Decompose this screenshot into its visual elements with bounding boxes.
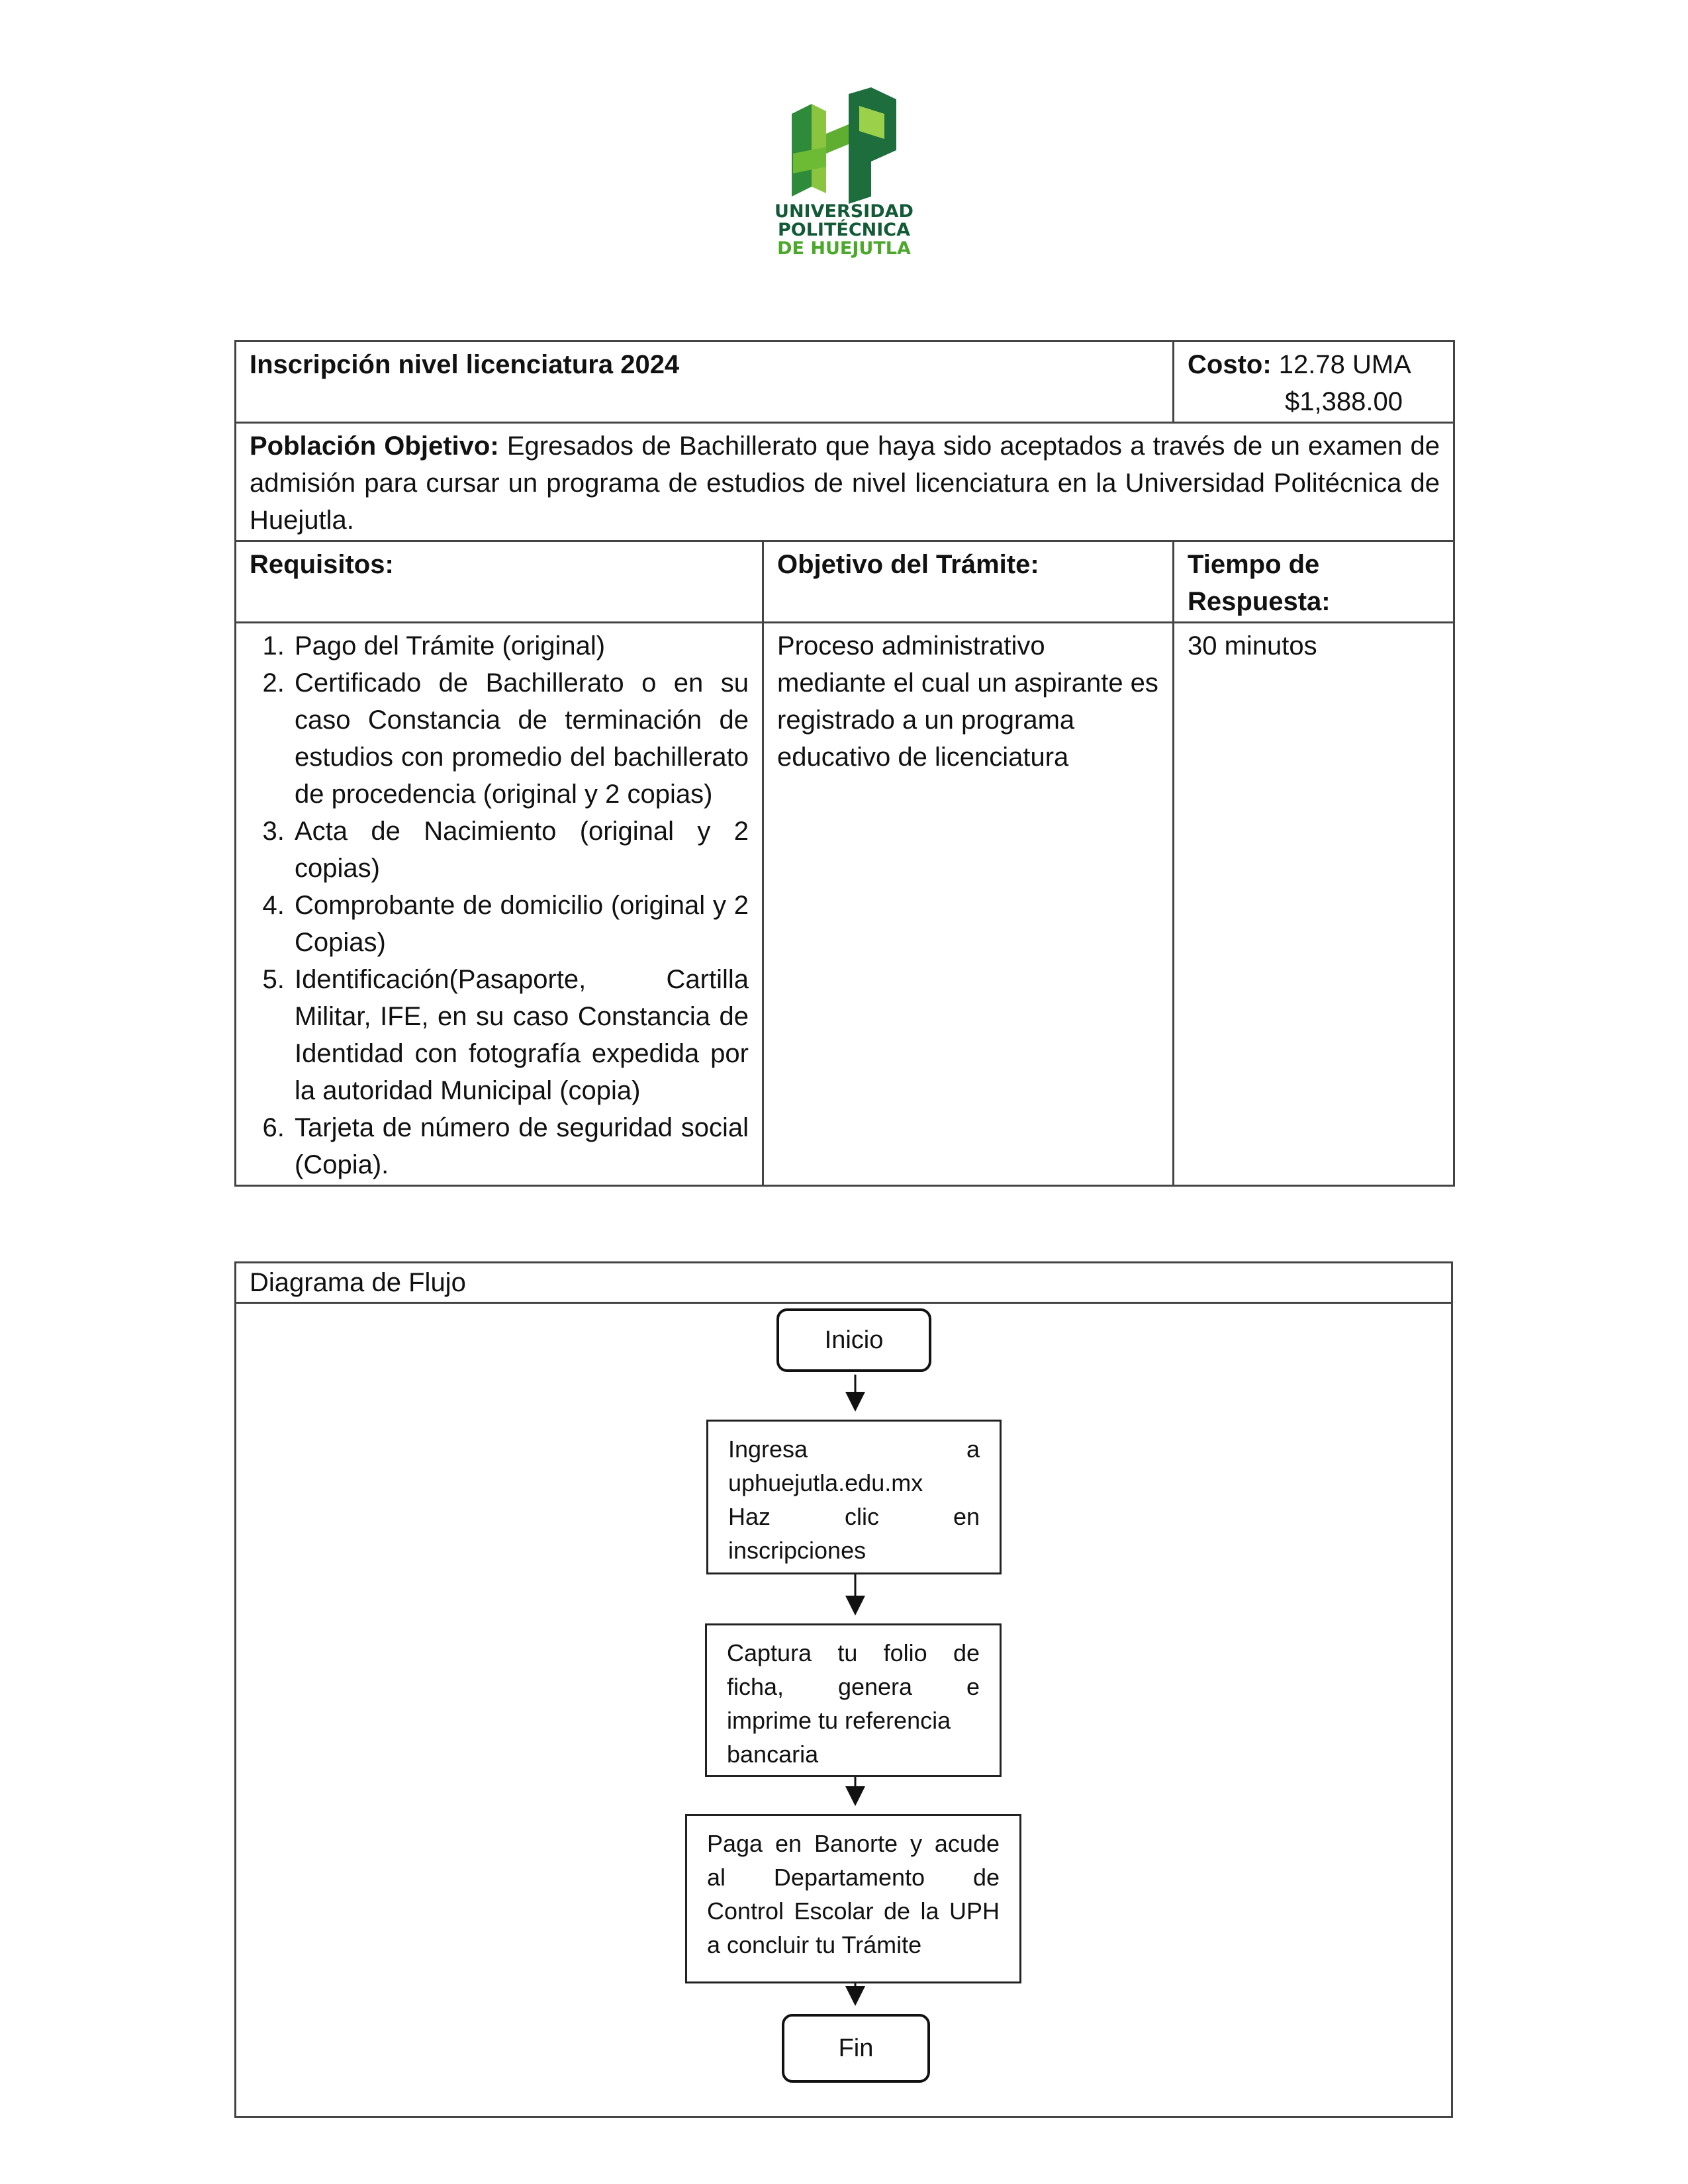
cost-amount: $1,388.00 bbox=[1285, 387, 1403, 416]
step2-line-3: imprime tu referencia bbox=[727, 1707, 951, 1734]
logo-hp-emblem bbox=[785, 87, 903, 204]
flow-diagram bbox=[234, 1261, 1453, 2118]
cost-cell bbox=[1174, 341, 1454, 423]
step3-line-2: al Departamento de bbox=[707, 1864, 1000, 1891]
poblacion-label: Población Objetivo: bbox=[250, 432, 499, 461]
list-item: 5. Identificación(Pasaporte, Cartilla Militar, IFE, en su caso Constancia de Identidad con fotografía expedida por la autoridad Municipal (copia) bbox=[292, 961, 749, 1109]
step3-line-1: Paga en Banorte y acude bbox=[707, 1830, 1000, 1857]
list-item: 3. Acta de Nacimiento (original y 2 copias) bbox=[292, 813, 749, 887]
cost-label: Costo: bbox=[1188, 350, 1272, 379]
requisitos-cell bbox=[236, 623, 763, 1186]
poblacion-text: Egresados de Bachillerato que haya sido aceptados a través de un examen de admisión para cursar un programa de estudios de nivel licenciatura en la Universidad Politécnica de Huejutla. bbox=[250, 432, 1440, 535]
list-item: 6. Tarjeta de número de seguridad social (Copia). bbox=[292, 1109, 749, 1183]
poblacion-row bbox=[236, 423, 1454, 541]
objetivo-text: Proceso administrativo mediante el cual un aspirante es registrado a un programa educativo de licenciatura bbox=[763, 623, 1174, 1186]
logo-line-3: DE HUEJUTLA bbox=[777, 238, 911, 259]
objetivo-header: Objetivo del Trámite: bbox=[763, 541, 1174, 623]
requisitos-list bbox=[250, 627, 749, 1183]
tiempo-header: Tiempo de Respuesta: bbox=[1174, 541, 1454, 623]
list-item: 1. Pago del Trámite (original) bbox=[292, 627, 749, 664]
flow-step-3 bbox=[685, 1814, 1021, 1983]
logo-wordmark bbox=[726, 203, 962, 258]
procedure-table bbox=[234, 340, 1455, 1187]
flow-title: Diagrama de Flujo bbox=[236, 1263, 1451, 1304]
step3-line-4: a concluir tu Trámite bbox=[707, 1931, 922, 1958]
header-row bbox=[236, 341, 1454, 423]
procedure-title: Inscripción nivel licenciatura 2024 bbox=[236, 341, 1174, 423]
flow-step-2 bbox=[705, 1623, 1002, 1777]
logo-line-2: POLITÉCNICA bbox=[777, 220, 911, 240]
flow-start: Inicio bbox=[776, 1308, 931, 1372]
cost-uma: 12.78 UMA bbox=[1278, 350, 1411, 379]
tiempo-text: 30 minutos bbox=[1174, 623, 1454, 1186]
university-logo bbox=[726, 70, 962, 307]
content-row bbox=[236, 623, 1454, 1186]
step2-line-4: bancaria bbox=[727, 1741, 819, 1768]
step3-line-3: Control Escolar de la UPH bbox=[707, 1897, 1000, 1925]
step1-line-4: inscripciones bbox=[728, 1537, 867, 1564]
step2-line-1: Captura tu folio de bbox=[727, 1639, 980, 1666]
step1-line-3: Haz clic en bbox=[728, 1503, 980, 1530]
poblacion-cell bbox=[236, 423, 1454, 541]
list-item: 2. Certificado de Bachillerato o en su caso Constancia de terminación de estudios con promedio del bachillerato de procedencia (original y 2 copias) bbox=[292, 664, 749, 813]
requisitos-header: Requisitos: bbox=[236, 541, 763, 623]
column-headers-row bbox=[236, 541, 1454, 623]
logo-line-1: UNIVERSIDAD bbox=[774, 201, 914, 222]
flow-end: Fin bbox=[782, 2014, 930, 2083]
step2-line-2: ficha, genera e bbox=[727, 1673, 980, 1700]
step1-line-1: Ingresa a bbox=[728, 1435, 980, 1463]
flow-step-1 bbox=[706, 1420, 1002, 1574]
list-item: 4. Comprobante de domicilio (original y 2 Copias) bbox=[292, 887, 749, 961]
step1-line-2: uphuejutla.edu.mx bbox=[728, 1469, 923, 1496]
